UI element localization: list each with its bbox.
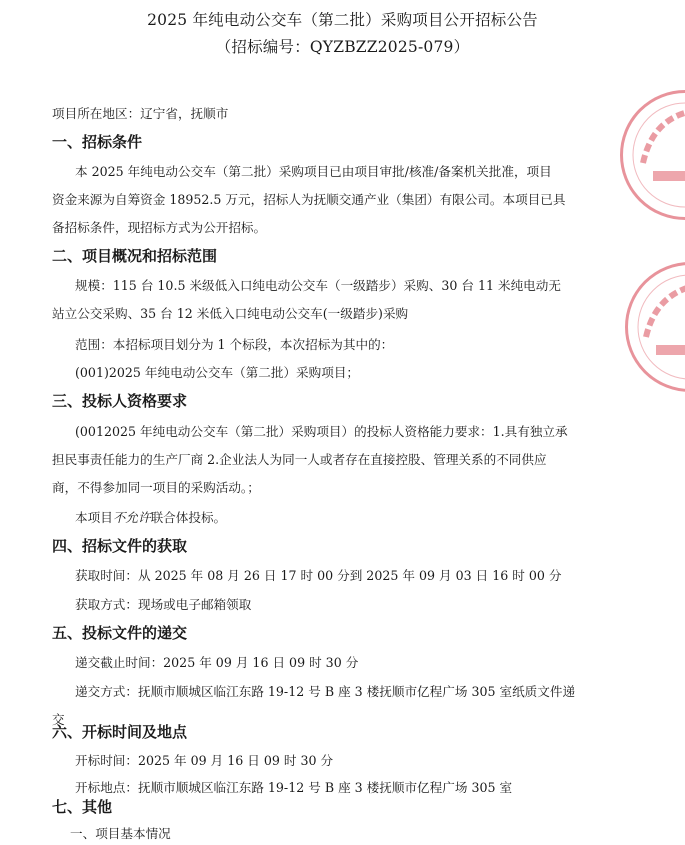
qualification-line3: 商，不得参加同一项目的采购活动。； bbox=[52, 480, 260, 495]
section-1-heading: 一、招标条件 bbox=[52, 133, 143, 151]
opening-place: 开标地点：抚顺市顺城区临江东路 19-12 号 B 座 3 楼抚顺市亿程广场 305 室 bbox=[75, 780, 513, 795]
opening-time: 开标时间：2025 年 09 月 16 日 09 时 30 分 bbox=[75, 753, 334, 768]
joint-bid-pre: 本项目 bbox=[75, 510, 113, 525]
section-2-heading: 二、项目概况和招标范围 bbox=[52, 247, 218, 265]
section-4-heading: 四、招标文件的获取 bbox=[52, 537, 188, 555]
section-1-para-line1: 本 2025 年纯电动公交车（第二批）采购项目已由项目审批/核准/备案机关批准，项目 bbox=[75, 164, 552, 179]
joint-bid-emphasis: 不允许 bbox=[112, 510, 151, 525]
section-1-para-line2: 资金来源为自筹资金 18952.5 万元，招标人为抚顺交通产业（集团）有限公司。本项目已具 bbox=[52, 192, 566, 207]
document-title: 2025 年纯电动公交车（第二批）采购项目公开招标公告 bbox=[147, 11, 538, 29]
submission-method-line1: 递交方式：抚顺市顺城区临江东路 19-12 号 B 座 3 楼抚顺市亿程广场 305 室纸质文件递 bbox=[75, 684, 576, 699]
project-location: 项目所在地区：辽宁省，抚顺市 bbox=[52, 106, 229, 121]
section-5-heading: 五、投标文件的递交 bbox=[52, 624, 188, 642]
acquire-time: 获取时间：从 2025 年 08 月 26 日 17 时 00 分到 2025 年 09 月 03 日 16 时 00 分 bbox=[75, 568, 562, 583]
lot-line: (001)2025 年纯电动公交车（第二批）采购项目； bbox=[75, 365, 360, 380]
submission-method-line2: 交 bbox=[52, 712, 65, 727]
submission-deadline: 递交截止时间：2025 年 09 月 16 日 09 时 30 分 bbox=[75, 655, 359, 670]
joint-bid-post: 联合体投标。 bbox=[150, 510, 227, 525]
qualification-line1: (0012025 年纯电动公交车（第二批）采购项目）的投标人资格能力要求：1.具有独立承 bbox=[75, 424, 568, 439]
section-7-heading: 七、其他 bbox=[52, 798, 113, 816]
scope-line: 范围：本招标项目划分为 1 个标段，本次招标为其中的： bbox=[75, 337, 394, 352]
section-3-heading: 三、投标人资格要求 bbox=[52, 392, 188, 410]
red-seal-stamp-top bbox=[620, 90, 685, 220]
qualification-line2: 担民事责任能力的生产厂商 2.企业法人为同一人或者存在直接控股、管理关系的不同供应 bbox=[52, 452, 547, 467]
section-6-heading: 六、开标时间及地点 bbox=[52, 723, 188, 741]
project-basic-info: 一、项目基本情况 bbox=[70, 826, 171, 841]
scale-line1: 规模：115 台 10.5 米级低入口纯电动公交车（一级踏步）采购、30 台 11 米纯电动无 bbox=[75, 278, 561, 293]
bid-number: （招标编号：QYZBZZ2025-079） bbox=[215, 38, 470, 56]
acquire-method: 获取方式：现场或电子邮箱领取 bbox=[75, 597, 252, 612]
joint-bid-line bbox=[75, 510, 226, 526]
section-1-para-line3: 备招标条件，现招标方式为公开招标。 bbox=[52, 220, 267, 235]
red-seal-stamp-bottom bbox=[625, 262, 685, 392]
scale-line2: 站立公交采购、35 台 12 米低入口纯电动公交车(一级踏步)采购 bbox=[52, 306, 409, 321]
